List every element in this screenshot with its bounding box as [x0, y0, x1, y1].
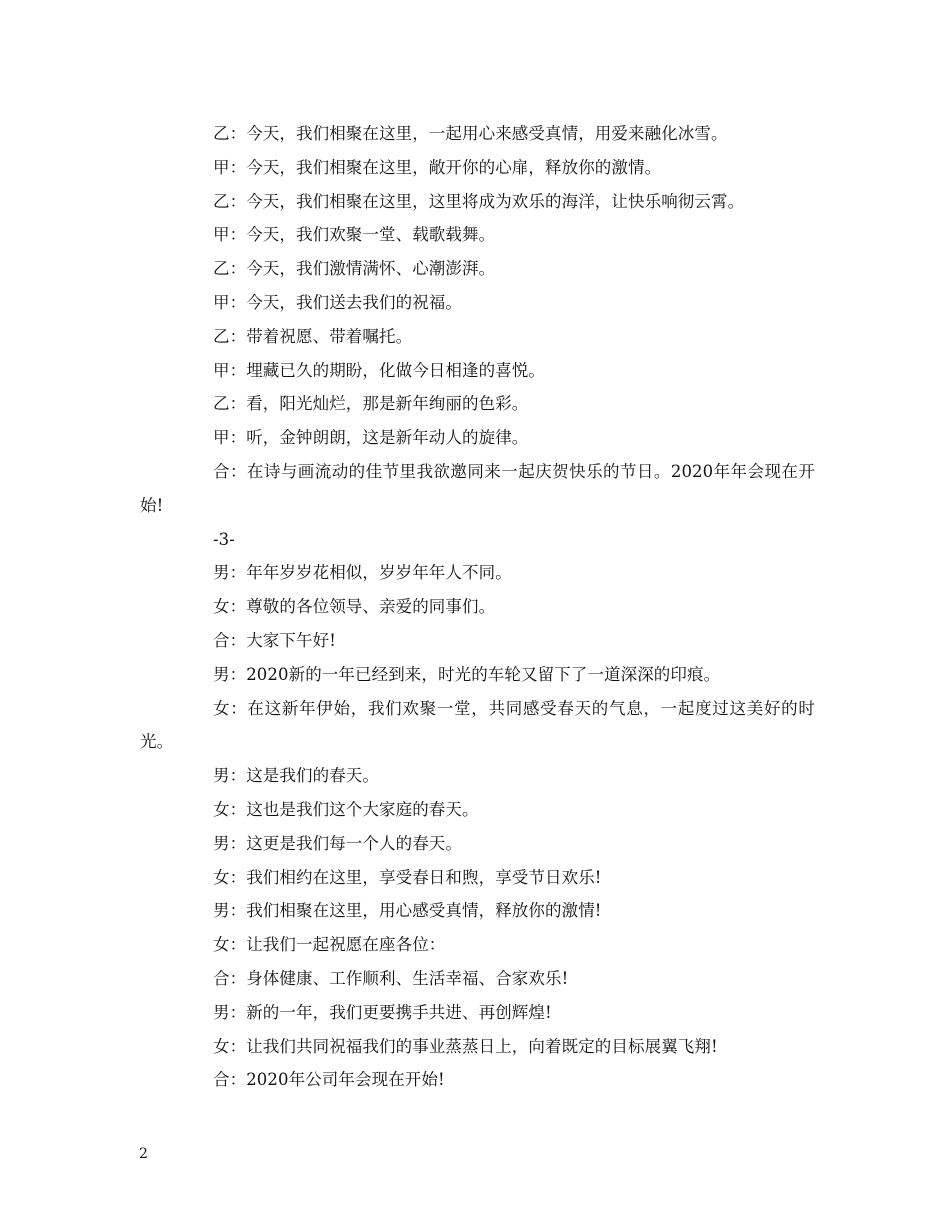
paragraph-25: 女：让我们共同祝福我们的事业蒸蒸日上，向着既定的目标展翼飞翔!	[213, 1036, 718, 1056]
paragraph-11: 合：在诗与画流动的佳节里我欲邀同来一起庆贺快乐的节日。2020年年会现在开始!	[140, 461, 815, 515]
paragraph-6: 甲：今天，我们送去我们的祝福。	[213, 292, 462, 312]
paragraph-17: 男：这是我们的春天。	[213, 766, 379, 786]
paragraph-16: 女：在这新年伊始，我们欢聚一堂，共同感受春天的气息，一起度过这美好的时光。	[140, 698, 815, 752]
paragraph-9: 乙：看，阳光灿烂，那是新年绚丽的色彩。	[213, 394, 529, 414]
paragraph-2: 甲：今天，我们相聚在这里，敞开你的心扉，释放你的激情。	[213, 157, 662, 177]
paragraph-12: 男：年年岁岁花相似，岁岁年年人不同。	[213, 563, 512, 583]
paragraph-26: 合：2020年公司年会现在开始!	[213, 1070, 445, 1090]
paragraph-24: 男：新的一年，我们更要携手共进、再创辉煌!	[213, 1002, 552, 1022]
paragraph-10: 甲：听，金钟朗朗，这是新年动人的旋律。	[213, 428, 529, 448]
paragraph-23: 合：身体健康、工作顺利、生活幸福、合家欢乐!	[213, 968, 569, 988]
section-marker: -3-	[213, 529, 235, 549]
paragraph-18: 女：这也是我们这个大家庭的春天。	[213, 799, 479, 819]
paragraph-20: 女：我们相约在这里，享受春日和煦，享受节日欢乐!	[213, 867, 602, 887]
paragraph-1: 乙：今天，我们相聚在这里，一起用心来感受真情，用爱来融化冰雪。	[213, 124, 728, 143]
paragraph-8: 甲：埋藏已久的期盼，化做今日相逢的喜悦。	[213, 360, 545, 380]
paragraph-3: 乙：今天，我们相聚在这里，这里将成为欢乐的海洋，让快乐响彻云霄。	[213, 191, 745, 211]
paragraph-5: 乙：今天，我们激情满怀、心潮澎湃。	[213, 259, 496, 279]
paragraph-7: 乙：带着祝愿、带着嘱托。	[213, 326, 413, 346]
paragraph-22: 女：让我们一起祝愿在座各位：	[213, 935, 446, 955]
document-body	[140, 117, 815, 1097]
paragraph-19: 男：这更是我们每一个人的春天。	[213, 833, 462, 853]
page-number: 2	[139, 1146, 148, 1162]
paragraph-14: 合：大家下午好!	[213, 630, 336, 650]
paragraph-13: 女：尊敬的各位领导、亲爱的同事们。	[213, 597, 496, 617]
paragraph-21: 男：我们相聚在这里，用心感受真情，释放你的激情!	[213, 901, 602, 921]
paragraph-15: 男：2020新的一年已经到来，时光的车轮又留下了一道深深的印痕。	[213, 664, 721, 684]
paragraph-4: 甲：今天，我们欢聚一堂、载歌载舞。	[213, 225, 496, 245]
